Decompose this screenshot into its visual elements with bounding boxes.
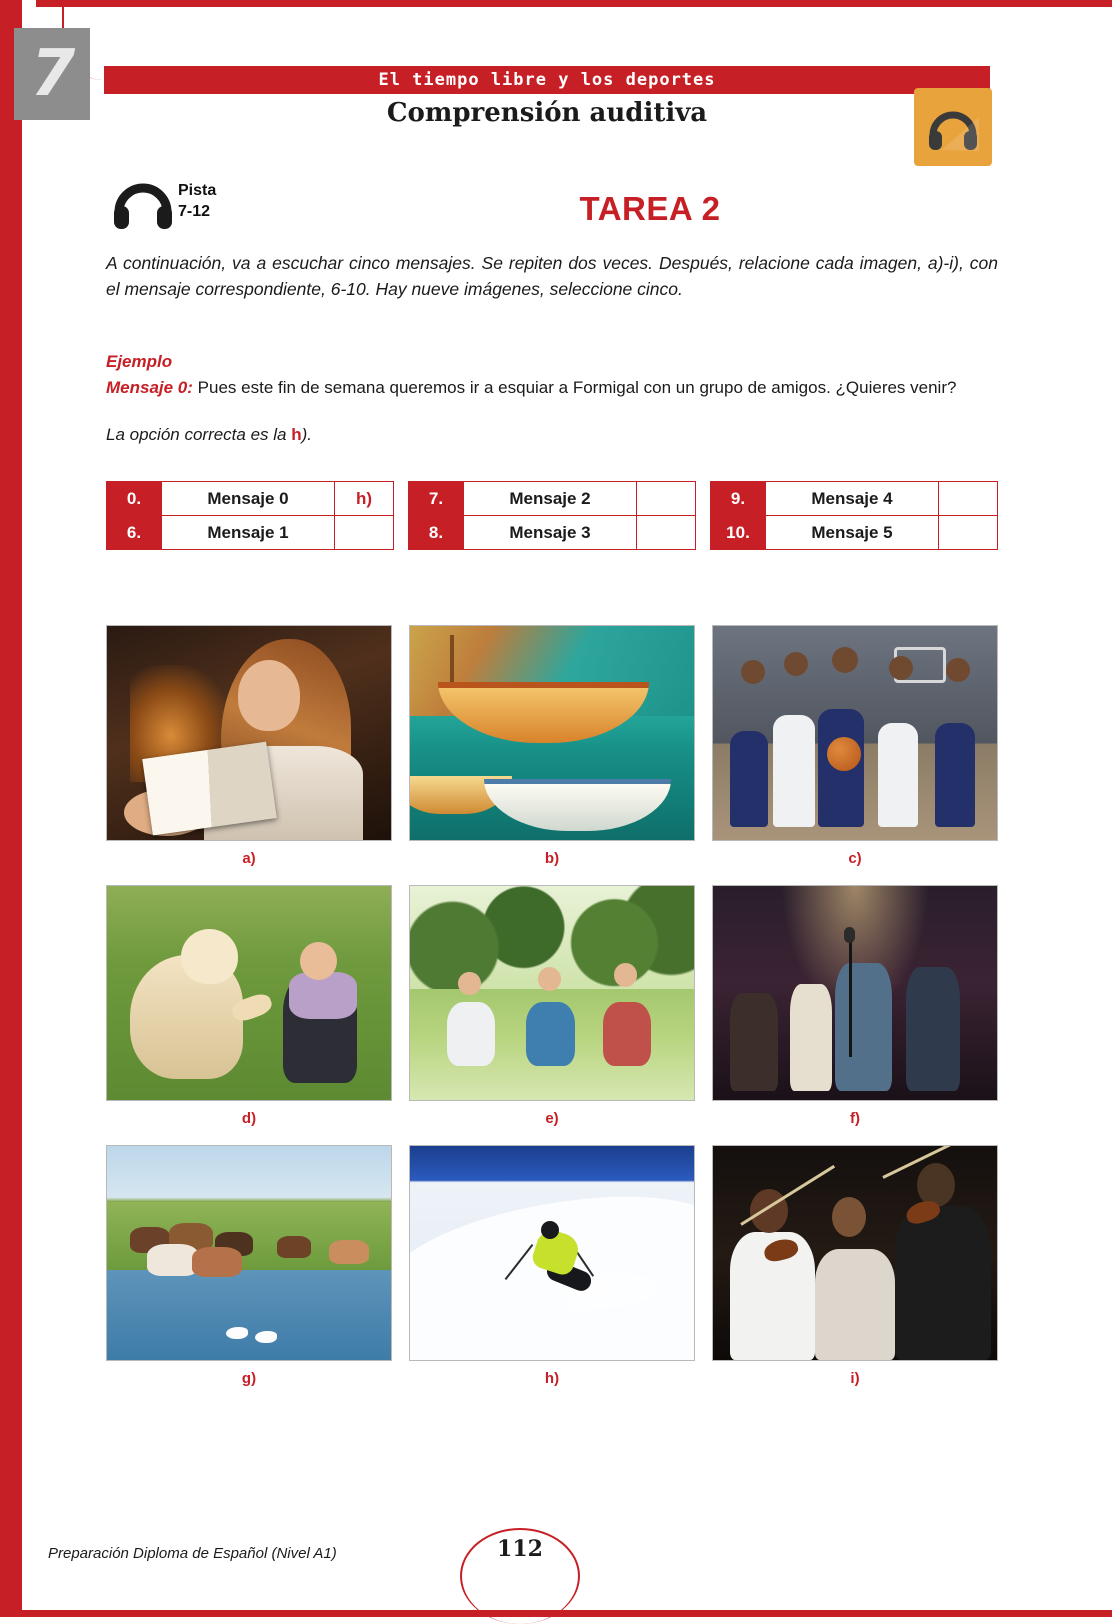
page-number: 112 xyxy=(497,1536,543,1562)
photo-woman-reading xyxy=(106,625,392,841)
row-number: 9. xyxy=(711,482,766,516)
track-label xyxy=(178,180,216,222)
player-body xyxy=(935,723,975,827)
example-answer-letter: h xyxy=(291,425,302,444)
image-caption: c) xyxy=(848,850,862,867)
face-shape xyxy=(238,660,300,731)
cow-shape xyxy=(277,1236,311,1258)
track-label-line2: 7-12 xyxy=(178,203,211,220)
cow-shape xyxy=(192,1247,242,1277)
photo-skier xyxy=(409,1145,695,1361)
image-option-h[interactable] xyxy=(409,1145,695,1387)
person-body xyxy=(447,1002,495,1066)
player-body xyxy=(773,715,815,827)
image-option-d[interactable] xyxy=(106,885,392,1127)
player-head xyxy=(741,660,765,684)
swan-shape xyxy=(255,1331,277,1343)
image-caption: e) xyxy=(545,1110,559,1127)
track-label-line1: Pista xyxy=(178,182,217,199)
person-head xyxy=(538,967,561,991)
unit-number-tab: 7 xyxy=(14,28,90,120)
image-option-a[interactable] xyxy=(106,625,392,867)
page-left-red-bar xyxy=(0,0,22,1617)
image-option-b[interactable] xyxy=(409,625,695,867)
example-title: Ejemplo xyxy=(106,352,173,371)
image-option-f[interactable] xyxy=(712,885,998,1127)
musician-figure xyxy=(790,984,833,1091)
row-number: 0. xyxy=(107,482,162,516)
row-answer-cell[interactable] xyxy=(939,482,998,516)
image-caption: d) xyxy=(241,1110,257,1127)
boat-shape xyxy=(438,682,648,744)
musician-head xyxy=(832,1197,866,1237)
answer-tables xyxy=(106,481,998,550)
row-label: Mensaje 0 xyxy=(162,482,335,516)
person-body xyxy=(526,1002,574,1066)
image-caption: a) xyxy=(242,850,256,867)
example-answer-prefix: La opción correcta es la xyxy=(106,425,292,444)
row-answer-cell[interactable]: h) xyxy=(335,482,394,516)
image-row xyxy=(106,1145,998,1387)
image-option-c[interactable] xyxy=(712,625,998,867)
table-row xyxy=(409,482,696,516)
basketball-icon xyxy=(827,737,861,771)
answer-table-3 xyxy=(710,481,998,550)
task-title: TAREA 2 xyxy=(579,190,721,227)
row-label: Mensaje 3 xyxy=(464,516,637,550)
boat-shape xyxy=(484,779,671,831)
photo-cows-lake xyxy=(106,1145,392,1361)
musician-body xyxy=(895,1206,992,1360)
table-row xyxy=(711,482,998,516)
skier-helmet xyxy=(541,1221,559,1239)
footer-book-title: Preparación Diploma de Español (Nivel A1) xyxy=(48,1545,337,1562)
image-option-g[interactable] xyxy=(106,1145,392,1387)
answer-table-2 xyxy=(408,481,696,550)
example-message-text: Pues este fin de semana queremos ir a esquiar a Formigal con un grupo de amigos. ¿Quieres venir? xyxy=(197,378,957,397)
row-label: Mensaje 4 xyxy=(766,482,939,516)
row-number: 6. xyxy=(107,516,162,550)
section-title: Comprensión auditiva xyxy=(386,98,708,128)
image-option-e[interactable] xyxy=(409,885,695,1127)
microphone-stand xyxy=(849,933,852,1057)
table-row xyxy=(107,482,394,516)
microphone-icon xyxy=(844,927,855,943)
example-message xyxy=(106,375,998,400)
page-left-white-gutter xyxy=(22,0,36,1617)
player-body xyxy=(878,723,918,827)
row-number: 8. xyxy=(409,516,464,550)
photo-boats-painting xyxy=(409,625,695,841)
row-answer-cell[interactable] xyxy=(637,482,696,516)
player-head xyxy=(784,652,808,676)
image-row xyxy=(106,885,998,1127)
player-head xyxy=(889,656,913,680)
row-number: 7. xyxy=(409,482,464,516)
guitarist-figure xyxy=(906,967,960,1091)
cow-shape xyxy=(329,1240,369,1264)
image-caption: h) xyxy=(544,1370,560,1387)
player-head xyxy=(832,647,858,673)
row-number: 10. xyxy=(711,516,766,550)
page-top-rule xyxy=(36,0,1112,7)
task-instructions: A continuación, va a escuchar cinco mensajes. Se repiten dos veces. Después, relacione cada imagen, a)-i), con el mensaje correspondiente, 6-10. Hay nueve imágenes, seleccione cinco. xyxy=(106,253,998,299)
track-headphones-icon xyxy=(112,174,174,230)
singer-figure xyxy=(835,963,892,1091)
row-label: Mensaje 5 xyxy=(766,516,939,550)
header-band xyxy=(104,66,990,94)
photo-meditation-park xyxy=(409,885,695,1101)
table-row xyxy=(711,516,998,550)
photo-band-concert xyxy=(712,885,998,1101)
dog-head xyxy=(181,929,238,985)
example-answer-line xyxy=(106,425,312,445)
table-row xyxy=(409,516,696,550)
example-answer-suffix: ). xyxy=(301,425,312,444)
image-caption: g) xyxy=(241,1370,257,1387)
person-head xyxy=(614,963,637,987)
image-option-i[interactable] xyxy=(712,1145,998,1387)
table-row xyxy=(107,516,394,550)
image-grid xyxy=(106,625,998,1405)
photo-girl-with-dog xyxy=(106,885,392,1101)
swan-shape xyxy=(226,1327,248,1339)
photo-basketball xyxy=(712,625,998,841)
row-answer-cell[interactable] xyxy=(335,516,394,550)
cow-shape xyxy=(147,1244,199,1276)
image-row xyxy=(106,625,998,867)
header-band-title: El tiempo libre y los deportes xyxy=(378,70,716,90)
example-message-label: Mensaje 0: xyxy=(106,378,193,397)
headphones-badge xyxy=(914,88,992,166)
image-caption: f) xyxy=(850,1110,860,1127)
photo-violinists xyxy=(712,1145,998,1361)
person-head xyxy=(458,972,481,996)
image-caption: i) xyxy=(850,1370,860,1387)
row-answer-cell[interactable] xyxy=(939,516,998,550)
image-caption: b) xyxy=(544,850,560,867)
girl-face xyxy=(300,942,337,981)
answer-table-1 xyxy=(106,481,394,550)
musician-body xyxy=(815,1249,895,1360)
row-label: Mensaje 1 xyxy=(162,516,335,550)
row-label: Mensaje 2 xyxy=(464,482,637,516)
player-body xyxy=(730,731,768,827)
musician-figure xyxy=(730,993,778,1091)
person-body xyxy=(603,1002,651,1066)
row-answer-cell[interactable] xyxy=(637,516,696,550)
player-head xyxy=(946,658,970,682)
